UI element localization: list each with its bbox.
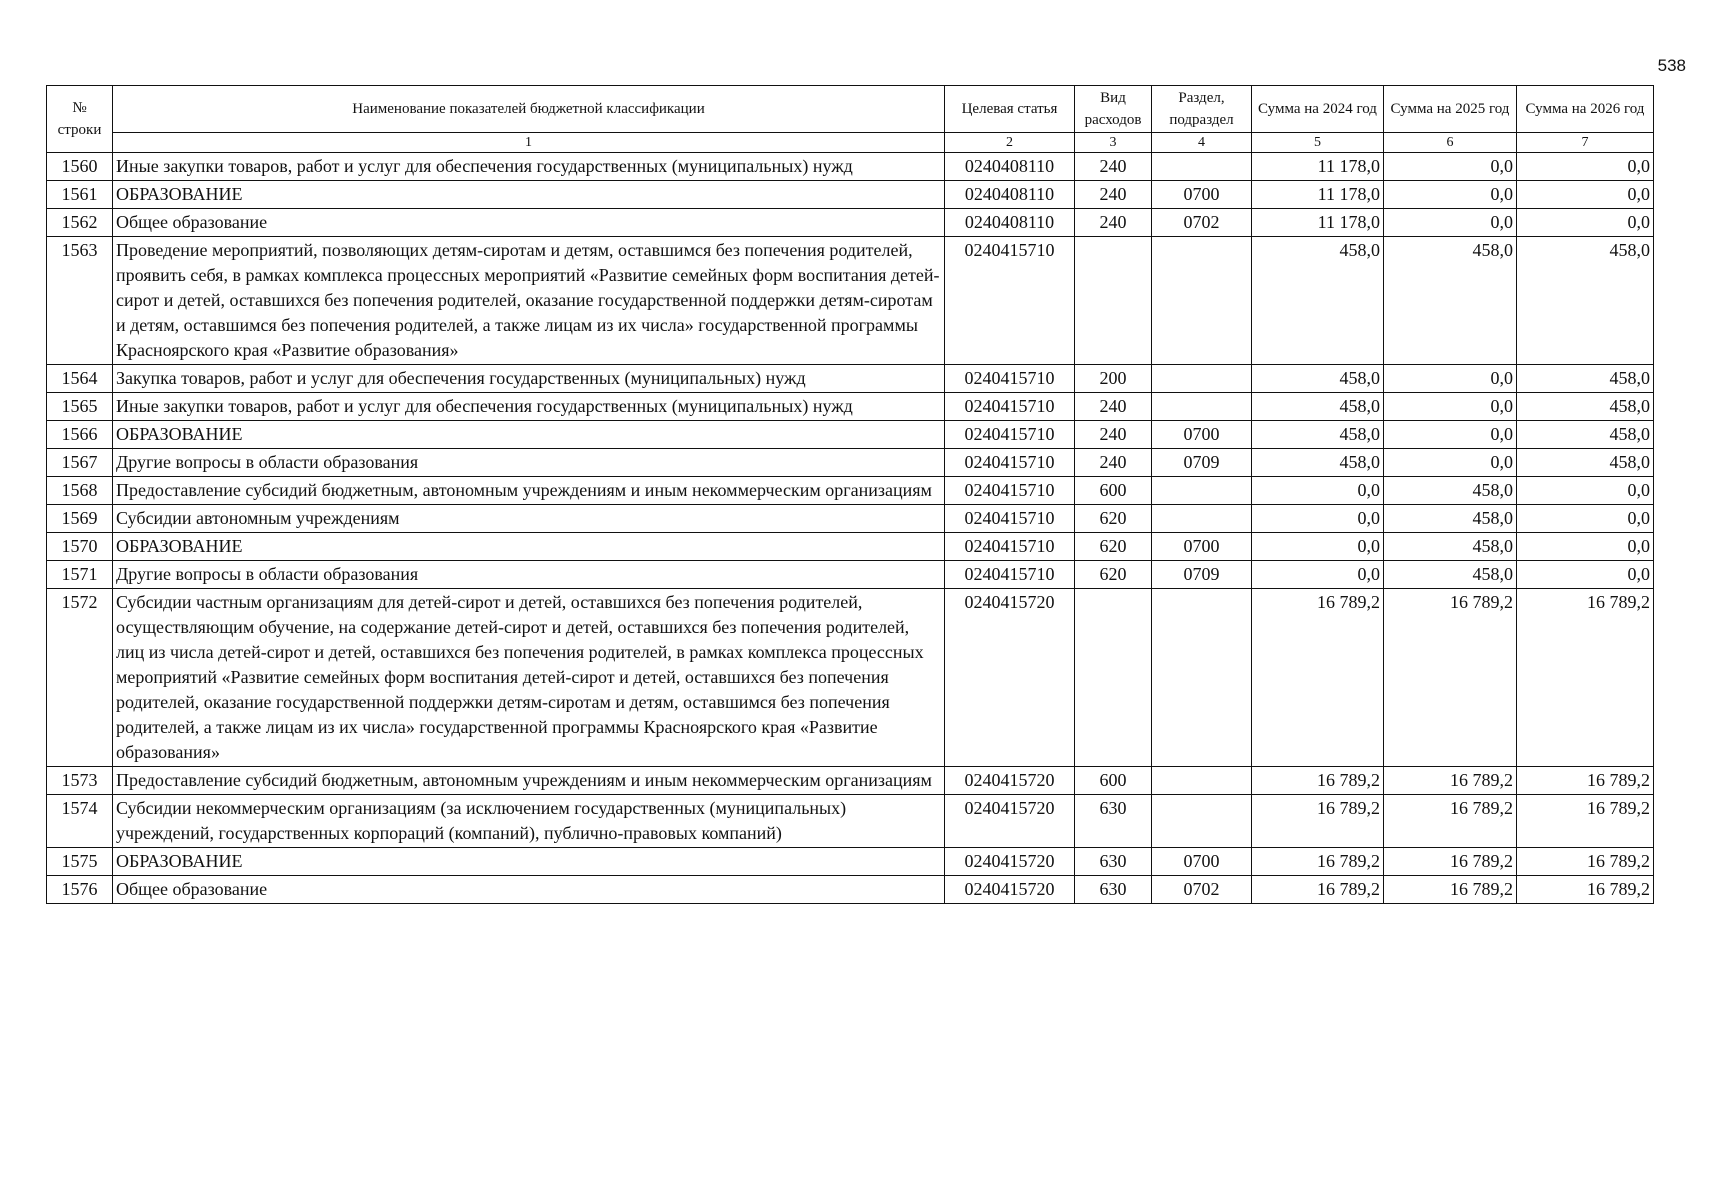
sum-2025: 458,0 [1384,533,1517,561]
sum-2026: 0,0 [1517,505,1654,533]
sum-2025: 16 789,2 [1384,848,1517,876]
sum-2024: 16 789,2 [1252,795,1384,848]
row-number: 1564 [47,365,113,393]
sum-2026: 458,0 [1517,365,1654,393]
section-code: 0709 [1152,561,1252,589]
sum-2026: 16 789,2 [1517,767,1654,795]
table-header [47,86,1654,153]
expense-kind: 240 [1075,421,1152,449]
sum-2025: 0,0 [1384,209,1517,237]
sum-2026: 458,0 [1517,237,1654,365]
row-number: 1562 [47,209,113,237]
page-number: 538 [1657,56,1686,75]
sum-2026: 458,0 [1517,449,1654,477]
sum-2024: 458,0 [1252,421,1384,449]
table-row [47,848,1654,876]
section-code: 0702 [1152,876,1252,904]
sum-2026: 16 789,2 [1517,848,1654,876]
expense-kind: 630 [1075,795,1152,848]
indicator-name: ОБРАЗОВАНИЕ [113,421,945,449]
sum-2025: 0,0 [1384,449,1517,477]
table-body [47,153,1654,904]
target-article: 0240415710 [945,393,1075,421]
column-number: 5 [1252,133,1384,153]
expense-kind: 620 [1075,533,1152,561]
indicator-name: Другие вопросы в области образования [113,561,945,589]
sum-2026: 458,0 [1517,421,1654,449]
table-row [47,393,1654,421]
sum-2025: 16 789,2 [1384,795,1517,848]
table-row [47,365,1654,393]
row-number: 1565 [47,393,113,421]
table-row [47,533,1654,561]
target-article: 0240415710 [945,237,1075,365]
column-number: 4 [1152,133,1252,153]
target-article: 0240415720 [945,848,1075,876]
indicator-name: Предоставление субсидий бюджетным, автономным учреждениям и иным некоммерческим организациям [113,767,945,795]
section-code: 0700 [1152,848,1252,876]
column-number: 6 [1384,133,1517,153]
header-indicator-name: Наименование показателей бюджетной классификации [113,86,945,133]
section-code: 0702 [1152,209,1252,237]
table-row [47,153,1654,181]
sum-2026: 16 789,2 [1517,795,1654,848]
target-article: 0240415710 [945,421,1075,449]
sum-2024: 16 789,2 [1252,848,1384,876]
target-article: 0240415720 [945,589,1075,767]
target-article: 0240415710 [945,365,1075,393]
header-sum-2026: Сумма на 2026 год [1517,86,1654,133]
indicator-name: Иные закупки товаров, работ и услуг для обеспечения государственных (муниципальных) нужд [113,393,945,421]
sum-2025: 0,0 [1384,421,1517,449]
sum-2026: 0,0 [1517,533,1654,561]
expense-kind: 620 [1075,561,1152,589]
section-code [1152,477,1252,505]
sum-2024: 11 178,0 [1252,153,1384,181]
row-number: 1566 [47,421,113,449]
header-row [47,86,1654,133]
section-code [1152,365,1252,393]
section-code [1152,153,1252,181]
sum-2024: 0,0 [1252,477,1384,505]
section-code [1152,767,1252,795]
table-row [47,181,1654,209]
target-article: 0240408110 [945,181,1075,209]
target-article: 0240415720 [945,795,1075,848]
row-number: 1570 [47,533,113,561]
row-number: 1575 [47,848,113,876]
target-article: 0240408110 [945,153,1075,181]
row-number: 1572 [47,589,113,767]
target-article: 0240415710 [945,533,1075,561]
row-number: 1567 [47,449,113,477]
target-article: 0240415710 [945,561,1075,589]
row-number: 1563 [47,237,113,365]
target-article: 0240415710 [945,449,1075,477]
indicator-name: Общее образование [113,209,945,237]
sum-2026: 0,0 [1517,477,1654,505]
indicator-name: Общее образование [113,876,945,904]
target-article: 0240408110 [945,209,1075,237]
row-number: 1574 [47,795,113,848]
expense-kind: 240 [1075,209,1152,237]
row-number: 1568 [47,477,113,505]
expense-kind: 630 [1075,848,1152,876]
section-code [1152,393,1252,421]
expense-kind [1075,237,1152,365]
sum-2025: 0,0 [1384,365,1517,393]
table-row [47,767,1654,795]
budget-table [46,85,1654,904]
expense-kind: 630 [1075,876,1152,904]
table-row [47,209,1654,237]
expense-kind [1075,589,1152,767]
expense-kind: 240 [1075,393,1152,421]
sum-2024: 0,0 [1252,505,1384,533]
sum-2025: 16 789,2 [1384,767,1517,795]
column-number: 1 [113,133,945,153]
sum-2025: 0,0 [1384,393,1517,421]
expense-kind: 240 [1075,449,1152,477]
column-number: 2 [945,133,1075,153]
header-expense-kind: Вид расходов [1075,86,1152,133]
header-section: Раздел, подраздел [1152,86,1252,133]
section-code: 0700 [1152,533,1252,561]
expense-kind: 240 [1075,153,1152,181]
row-number: 1569 [47,505,113,533]
indicator-name: Иные закупки товаров, работ и услуг для обеспечения государственных (муниципальных) нужд [113,153,945,181]
expense-kind: 200 [1075,365,1152,393]
sum-2025: 0,0 [1384,153,1517,181]
indicator-name: Проведение мероприятий, позволяющих детям-сиротам и детям, оставшимся без попечения родителей, проявить себя, в рамках комплекса процессных мероприятий «Развитие семейных форм воспитания детей-сирот и детей, оставшихся без попечения родителей, оказание государственной поддержки детям-сиротам и детям, оставшимся без попечения родителей, а также лицам из их числа» государственной программы Красноярского края «Развитие образования» [113,237,945,365]
sum-2026: 0,0 [1517,209,1654,237]
sum-2025: 16 789,2 [1384,589,1517,767]
table-row [47,237,1654,365]
sum-2025: 0,0 [1384,181,1517,209]
expense-kind: 240 [1075,181,1152,209]
table-row [47,795,1654,848]
table-row [47,449,1654,477]
indicator-name: ОБРАЗОВАНИЕ [113,181,945,209]
sum-2024: 16 789,2 [1252,767,1384,795]
table-row [47,876,1654,904]
row-number: 1576 [47,876,113,904]
sum-2024: 458,0 [1252,393,1384,421]
expense-kind: 600 [1075,477,1152,505]
section-code [1152,237,1252,365]
section-code [1152,589,1252,767]
header-row-number: № строки [47,86,113,153]
column-number: 3 [1075,133,1152,153]
table-row [47,505,1654,533]
sum-2025: 16 789,2 [1384,876,1517,904]
section-code [1152,505,1252,533]
indicator-name: Субсидии автономным учреждениям [113,505,945,533]
column-number-row [47,133,1654,153]
target-article: 0240415720 [945,767,1075,795]
sum-2026: 458,0 [1517,393,1654,421]
sum-2024: 16 789,2 [1252,589,1384,767]
sum-2024: 458,0 [1252,449,1384,477]
section-code: 0709 [1152,449,1252,477]
row-number: 1560 [47,153,113,181]
sum-2024: 0,0 [1252,533,1384,561]
header-target-article: Целевая статья [945,86,1075,133]
target-article: 0240415710 [945,505,1075,533]
indicator-name: Предоставление субсидий бюджетным, автономным учреждениям и иным некоммерческим организациям [113,477,945,505]
header-sum-2025: Сумма на 2025 год [1384,86,1517,133]
sum-2025: 458,0 [1384,561,1517,589]
table-row [47,589,1654,767]
sum-2026: 0,0 [1517,153,1654,181]
indicator-name: Закупка товаров, работ и услуг для обеспечения государственных (муниципальных) нужд [113,365,945,393]
header-sum-2024: Сумма на 2024 год [1252,86,1384,133]
sum-2024: 11 178,0 [1252,181,1384,209]
indicator-name: Другие вопросы в области образования [113,449,945,477]
sum-2025: 458,0 [1384,237,1517,365]
table-row [47,477,1654,505]
row-number: 1561 [47,181,113,209]
expense-kind: 620 [1075,505,1152,533]
section-code: 0700 [1152,181,1252,209]
column-number: 7 [1517,133,1654,153]
target-article: 0240415710 [945,477,1075,505]
indicator-name: Субсидии некоммерческим организациям (за исключением государственных (муниципальных) учреждений, государственных корпораций (компаний), публично-правовых компаний) [113,795,945,848]
sum-2024: 11 178,0 [1252,209,1384,237]
sum-2026: 16 789,2 [1517,589,1654,767]
sum-2026: 0,0 [1517,181,1654,209]
sum-2024: 458,0 [1252,237,1384,365]
table-row [47,561,1654,589]
table-row [47,421,1654,449]
section-code: 0700 [1152,421,1252,449]
indicator-name: Субсидии частным организациям для детей-сирот и детей, оставшихся без попечения родителей, осуществляющим обучение, на содержание детей-сирот и детей, оставшихся без попечения родителей, лиц из числа детей-сирот и детей, оставшихся без попечения родителей, в рамках комплекса процессных мероприятий «Развитие семейных форм воспитания детей-сирот и детей, оставшихся без попечения родителей, оказание государственной поддержки детям-сиротам и детям, оставшимся без попечения родителей, а также лицам из их числа» государственной программы Красноярского края «Развитие образования» [113,589,945,767]
sum-2024: 458,0 [1252,365,1384,393]
sum-2025: 458,0 [1384,477,1517,505]
expense-kind: 600 [1075,767,1152,795]
row-number: 1573 [47,767,113,795]
sum-2024: 16 789,2 [1252,876,1384,904]
section-code [1152,795,1252,848]
row-number: 1571 [47,561,113,589]
indicator-name: ОБРАЗОВАНИЕ [113,533,945,561]
sum-2025: 458,0 [1384,505,1517,533]
indicator-name: ОБРАЗОВАНИЕ [113,848,945,876]
target-article: 0240415720 [945,876,1075,904]
sum-2024: 0,0 [1252,561,1384,589]
sum-2026: 16 789,2 [1517,876,1654,904]
sum-2026: 0,0 [1517,561,1654,589]
